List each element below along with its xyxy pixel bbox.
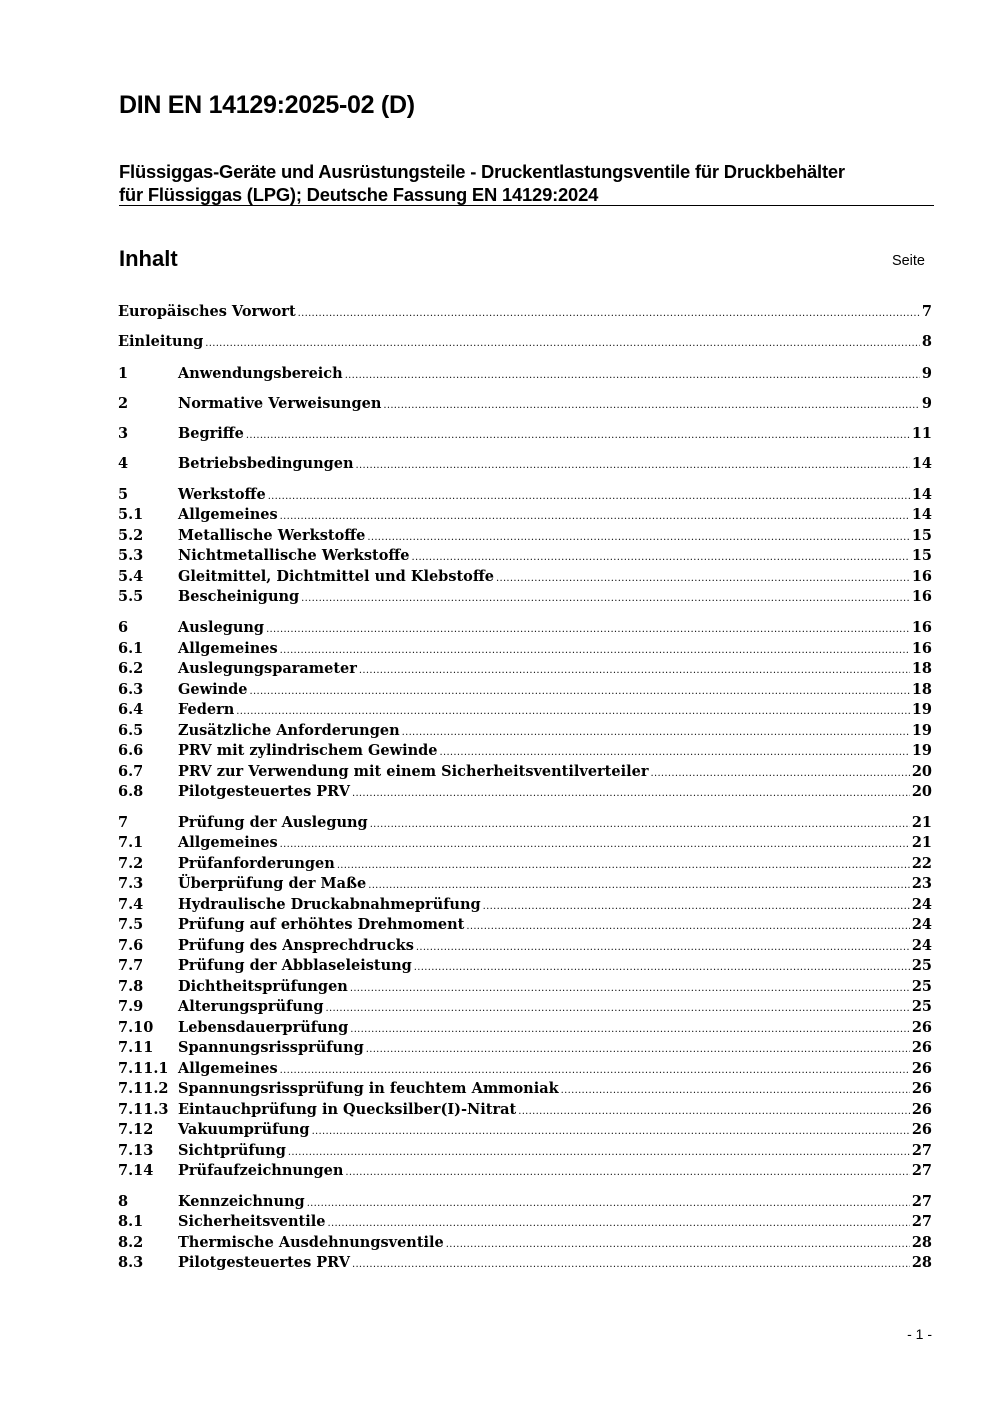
- toc-entry-page: 14: [911, 486, 932, 503]
- toc-entry-title: Gewinde: [178, 681, 248, 698]
- toc-entry-page: 27: [911, 1162, 932, 1179]
- toc-entry-number: 7.5: [118, 916, 144, 933]
- toc-entry[interactable]: [118, 1059, 932, 1079]
- toc-entry[interactable]: [118, 302, 932, 322]
- toc-entry-number: 5.4: [118, 568, 144, 585]
- toc-dot-leader: [280, 1061, 910, 1081]
- toc-entry-title: Vakuumprüfung: [178, 1121, 310, 1138]
- toc-entry-number: 6.1: [118, 640, 144, 657]
- toc-dot-leader: [250, 682, 910, 702]
- toc-entry[interactable]: [118, 833, 932, 853]
- toc-entry-page: 14: [911, 506, 932, 523]
- toc-entry-page: 14: [911, 455, 932, 472]
- toc-entry-title: Federn: [178, 701, 235, 718]
- toc-entry-number: 6.7: [118, 763, 144, 780]
- toc-entry-page: 19: [911, 742, 932, 759]
- document-title-line: Flüssiggas-Geräte und Ausrüstungsteile - Druckentlastungsventile für Druckbehälter: [119, 161, 845, 182]
- toc-dot-leader: [368, 876, 910, 896]
- toc-entry-title: Dichtheitsprüfungen: [178, 978, 348, 995]
- toc-entry[interactable]: [118, 680, 932, 700]
- toc-entry-title: Prüfung des Ansprechdrucks: [178, 937, 414, 954]
- toc-entry[interactable]: [118, 546, 932, 566]
- toc-entry-title: PRV mit zylindrischem Gewinde: [178, 742, 438, 759]
- toc-dot-leader: [350, 979, 910, 999]
- toc-entry-number: 7.4: [118, 896, 144, 913]
- toc-entry-page: 27: [911, 1213, 932, 1230]
- toc-entry[interactable]: [118, 721, 932, 741]
- toc-entry[interactable]: [118, 639, 932, 659]
- toc-dot-leader: [352, 784, 910, 804]
- toc-entry-title: Allgemeines: [178, 506, 278, 523]
- toc-entry-page: 9: [921, 365, 932, 382]
- toc-dot-leader: [288, 1143, 910, 1163]
- toc-entry-number: 8: [118, 1193, 129, 1210]
- toc-entry-page: 26: [911, 1080, 932, 1097]
- toc-entry-page: 22: [911, 855, 932, 872]
- toc-entry-title: Prüfung auf erhöhtes Drehmoment: [178, 916, 465, 933]
- toc-entry-number: 7.11.3: [118, 1101, 169, 1118]
- toc-entry-title: Begriffe: [178, 425, 244, 442]
- toc-entry-number: 5.1: [118, 506, 144, 523]
- toc-entry-number: 8.2: [118, 1234, 144, 1251]
- toc-entry[interactable]: [118, 332, 932, 352]
- toc-entry[interactable]: [118, 485, 932, 505]
- toc-entry[interactable]: [118, 1161, 932, 1181]
- toc-entry[interactable]: [118, 956, 932, 976]
- toc-entry-title: Prüfanforderungen: [178, 855, 335, 872]
- toc-entry[interactable]: [118, 364, 932, 384]
- toc-dot-leader: [416, 938, 910, 958]
- toc-entry-page: 7: [921, 303, 932, 320]
- toc-dot-leader: [298, 304, 920, 324]
- toc-entry-title: Allgemeines: [178, 640, 278, 657]
- toc-dot-leader: [446, 1235, 910, 1255]
- toc-entry-number: 6.3: [118, 681, 144, 698]
- toc-entry-number: 6.5: [118, 722, 144, 739]
- toc-entry-page: 25: [911, 957, 932, 974]
- document-title: [119, 160, 934, 206]
- toc-dot-leader: [352, 1255, 910, 1275]
- toc-heading: Inhalt: [119, 246, 178, 271]
- toc-entry[interactable]: [118, 1141, 932, 1161]
- toc-entry-page: 26: [911, 1060, 932, 1077]
- toc-entry[interactable]: [118, 741, 932, 761]
- toc-entry[interactable]: [118, 1192, 932, 1212]
- toc-dot-leader: [328, 1214, 910, 1234]
- toc-entry-page: 16: [911, 568, 932, 585]
- toc-entry[interactable]: [118, 1018, 932, 1038]
- toc-entry[interactable]: [118, 915, 932, 935]
- toc-dot-leader: [356, 456, 910, 476]
- title-divider: [119, 205, 934, 206]
- toc-entry-title: Auslegungsparameter: [178, 660, 357, 677]
- toc-entry-title: Prüfung der Abblaseleistung: [178, 957, 412, 974]
- toc-entry[interactable]: [118, 659, 932, 679]
- toc-entry-number: 7.11: [118, 1039, 154, 1056]
- toc-entry-page: 26: [911, 1101, 932, 1118]
- toc-entry[interactable]: [118, 854, 932, 874]
- toc-entry-number: 7.6: [118, 937, 144, 954]
- toc-entry-page: 27: [911, 1193, 932, 1210]
- toc-dot-leader: [345, 1163, 909, 1183]
- toc-dot-leader: [326, 999, 910, 1019]
- toc-dot-leader: [651, 764, 910, 784]
- toc-entry-title: Gleitmittel, Dichtmittel und Klebstoffe: [178, 568, 494, 585]
- toc-entry-number: 7.2: [118, 855, 144, 872]
- toc-entry[interactable]: [118, 1253, 932, 1273]
- toc-entry-number: 5: [118, 486, 129, 503]
- toc-entry[interactable]: [118, 1100, 932, 1120]
- toc-entry-title: Spannungsrissprüfung in feuchtem Ammoniak: [178, 1080, 559, 1097]
- toc-entry-number: 6: [118, 619, 129, 636]
- toc-entry-number: 1: [118, 365, 129, 382]
- toc-dot-leader: [466, 917, 909, 937]
- toc-entry-page: 18: [911, 660, 932, 677]
- toc-entry[interactable]: [118, 813, 932, 833]
- toc-entry-number: 7.10: [118, 1019, 154, 1036]
- toc-dot-leader: [366, 1040, 910, 1060]
- toc-entry-page: 16: [911, 588, 932, 605]
- toc-entry-title: Zusätzliche Anforderungen: [178, 722, 400, 739]
- toc-entry-title: Werkstoffe: [178, 486, 266, 503]
- toc-entry-number: 6.6: [118, 742, 144, 759]
- toc-dot-leader: [205, 334, 920, 354]
- page-number: - 1 -: [907, 1326, 932, 1342]
- toc-entry[interactable]: [118, 1120, 932, 1140]
- toc-entry-number: 8.3: [118, 1254, 144, 1271]
- toc-entry-number: 7: [118, 814, 129, 831]
- toc-dot-leader: [561, 1081, 910, 1101]
- toc-entry[interactable]: [118, 587, 932, 607]
- toc-entry-number: 5.5: [118, 588, 144, 605]
- toc-entry[interactable]: [118, 394, 932, 414]
- toc-entry-number: 7.13: [118, 1142, 154, 1159]
- toc-entry-number: 7.7: [118, 957, 144, 974]
- toc-entry-page: 11: [911, 425, 932, 442]
- toc-dot-leader: [496, 569, 910, 589]
- toc-entry-page: 15: [911, 527, 932, 544]
- toc-entry-number: 4: [118, 455, 129, 472]
- toc-entry-number: 7.3: [118, 875, 144, 892]
- toc-entry-page: 23: [911, 875, 932, 892]
- toc-entry-title: PRV zur Verwendung mit einem Sicherheitsventilverteiler: [178, 763, 649, 780]
- toc-dot-leader: [414, 958, 910, 978]
- toc-entry-title: Lebensdauerprüfung: [178, 1019, 349, 1036]
- toc-dot-leader: [307, 1194, 910, 1214]
- toc-entry[interactable]: [118, 936, 932, 956]
- toc-dot-leader: [440, 743, 910, 763]
- toc-entry-number: 7.12: [118, 1121, 154, 1138]
- toc-entry-page: 19: [911, 701, 932, 718]
- toc-entry-page: 20: [911, 763, 932, 780]
- toc-entry-page: 25: [911, 978, 932, 995]
- toc-entry-title: Auslegung: [178, 619, 265, 636]
- toc-entry-number: 7.11.1: [118, 1060, 169, 1077]
- toc-dot-leader: [359, 661, 910, 681]
- toc-entry-title: Sichtprüfung: [178, 1142, 286, 1159]
- toc-entry-title: Europäisches Vorwort: [118, 303, 296, 320]
- toc-entry-number: 6.2: [118, 660, 144, 677]
- toc-entry-title: Alterungsprüfung: [178, 998, 324, 1015]
- toc-dot-leader: [367, 528, 909, 548]
- toc-entry-page: 9: [921, 395, 932, 412]
- toc-entry[interactable]: [118, 567, 932, 587]
- toc-entry-title: Anwendungsbereich: [178, 365, 343, 382]
- toc-entry-title: Spannungsrissprüfung: [178, 1039, 364, 1056]
- toc-entry[interactable]: [118, 700, 932, 720]
- toc-entry[interactable]: [118, 1233, 932, 1253]
- toc-entry-page: 21: [911, 834, 932, 851]
- toc-dot-leader: [345, 366, 920, 386]
- toc-entry[interactable]: [118, 505, 932, 525]
- toc-entry[interactable]: [118, 1212, 932, 1232]
- toc-entry[interactable]: [118, 874, 932, 894]
- toc-dot-leader: [402, 723, 910, 743]
- toc-entry-number: 2: [118, 395, 129, 412]
- toc-entry[interactable]: [118, 526, 932, 546]
- toc-entry-title: Kennzeichnung: [178, 1193, 305, 1210]
- toc-dot-leader: [268, 487, 910, 507]
- toc-dot-leader: [280, 835, 910, 855]
- toc-entry-page: 24: [911, 916, 932, 933]
- toc-entry-number: 5.3: [118, 547, 144, 564]
- toc-entry-title: Metallische Werkstoffe: [178, 527, 366, 544]
- toc-dot-leader: [337, 856, 910, 876]
- toc-entry-number: 3: [118, 425, 129, 442]
- toc-entry[interactable]: [118, 454, 932, 474]
- toc-entry[interactable]: [118, 762, 932, 782]
- toc-entry-page: 28: [911, 1234, 932, 1251]
- toc-dot-leader: [518, 1102, 910, 1122]
- toc-entry-number: 7.1: [118, 834, 144, 851]
- toc-entry-page: 8: [921, 333, 932, 350]
- toc-entry-number: 6.4: [118, 701, 144, 718]
- toc-entry[interactable]: [118, 424, 932, 444]
- toc-entry-page: 19: [911, 722, 932, 739]
- toc-dot-leader: [483, 897, 910, 917]
- toc-entry-page: 15: [911, 547, 932, 564]
- toc-entry-number: 8.1: [118, 1213, 144, 1230]
- toc-entry[interactable]: [118, 618, 932, 638]
- toc-entry-page: 25: [911, 998, 932, 1015]
- toc-entry-page: 27: [911, 1142, 932, 1159]
- toc-dot-leader: [236, 702, 910, 722]
- toc-entry[interactable]: [118, 1079, 932, 1099]
- toc-entry-number: 7.11.2: [118, 1080, 169, 1097]
- toc-entry-page: 28: [911, 1254, 932, 1271]
- toc-entry-title: Nichtmetallische Werkstoffe: [178, 547, 410, 564]
- toc-dot-leader: [412, 548, 910, 568]
- document-title-line: für Flüssiggas (LPG); Deutsche Fassung EN 14129:2024: [119, 184, 599, 205]
- toc-dot-leader: [266, 620, 910, 640]
- toc-entry-page: 18: [911, 681, 932, 698]
- toc-dot-leader: [350, 1020, 910, 1040]
- document-id: DIN EN 14129:2025-02 (D): [119, 91, 415, 119]
- toc-dot-leader: [280, 507, 910, 527]
- toc-entry-page: 20: [911, 783, 932, 800]
- toc-dot-leader: [370, 815, 910, 835]
- toc-entry-title: Bescheinigung: [178, 588, 300, 605]
- toc-entry-title: Hydraulische Druckabnahmeprüfung: [178, 896, 481, 913]
- toc-entry-page: 24: [911, 896, 932, 913]
- toc-entry-page: 16: [911, 640, 932, 657]
- toc-entry-title: Betriebsbedingungen: [178, 455, 354, 472]
- toc-entry-title: Sicherheitsventile: [178, 1213, 326, 1230]
- toc-dot-leader: [246, 426, 910, 446]
- toc-entry[interactable]: [118, 895, 932, 915]
- toc-entry-title: Einleitung: [118, 333, 204, 350]
- toc-entry-title: Allgemeines: [178, 1060, 278, 1077]
- toc-entry-title: Eintauchprüfung in Quecksilber(I)-Nitrat: [178, 1101, 517, 1118]
- toc-entry-number: 7.8: [118, 978, 144, 995]
- toc-entry-number: 6.8: [118, 783, 144, 800]
- toc-entry-title: Überprüfung der Maße: [178, 875, 367, 892]
- toc-dot-leader: [280, 641, 910, 661]
- toc-entry-title: Prüfung der Auslegung: [178, 814, 368, 831]
- toc-entry-title: Prüfaufzeichnungen: [178, 1162, 344, 1179]
- toc-entry-page: 24: [911, 937, 932, 954]
- toc-entry-title: Pilotgesteuertes PRV: [178, 1254, 350, 1271]
- toc-entry-title: Pilotgesteuertes PRV: [178, 783, 350, 800]
- toc-entry[interactable]: [118, 997, 932, 1017]
- toc-entry[interactable]: [118, 782, 932, 802]
- toc-dot-leader: [383, 396, 920, 416]
- toc-entry-number: 7.14: [118, 1162, 154, 1179]
- toc-entry-page: 16: [911, 619, 932, 636]
- toc-entry-number: 5.2: [118, 527, 144, 544]
- toc-page-column-label: Seite: [891, 253, 925, 269]
- toc-entry[interactable]: [118, 977, 932, 997]
- toc-entry-title: Normative Verweisungen: [178, 395, 382, 412]
- toc-entry-number: 7.9: [118, 998, 144, 1015]
- toc-entry-title: Allgemeines: [178, 834, 278, 851]
- toc-entry-page: 21: [911, 814, 932, 831]
- toc-entry-title: Thermische Ausdehnungsventile: [178, 1234, 444, 1251]
- toc-dot-leader: [301, 589, 910, 609]
- toc-entry-page: 26: [911, 1039, 932, 1056]
- toc-entry-page: 26: [911, 1121, 932, 1138]
- toc-entry-page: 26: [911, 1019, 932, 1036]
- toc-dot-leader: [312, 1122, 910, 1142]
- toc-entry[interactable]: [118, 1038, 932, 1058]
